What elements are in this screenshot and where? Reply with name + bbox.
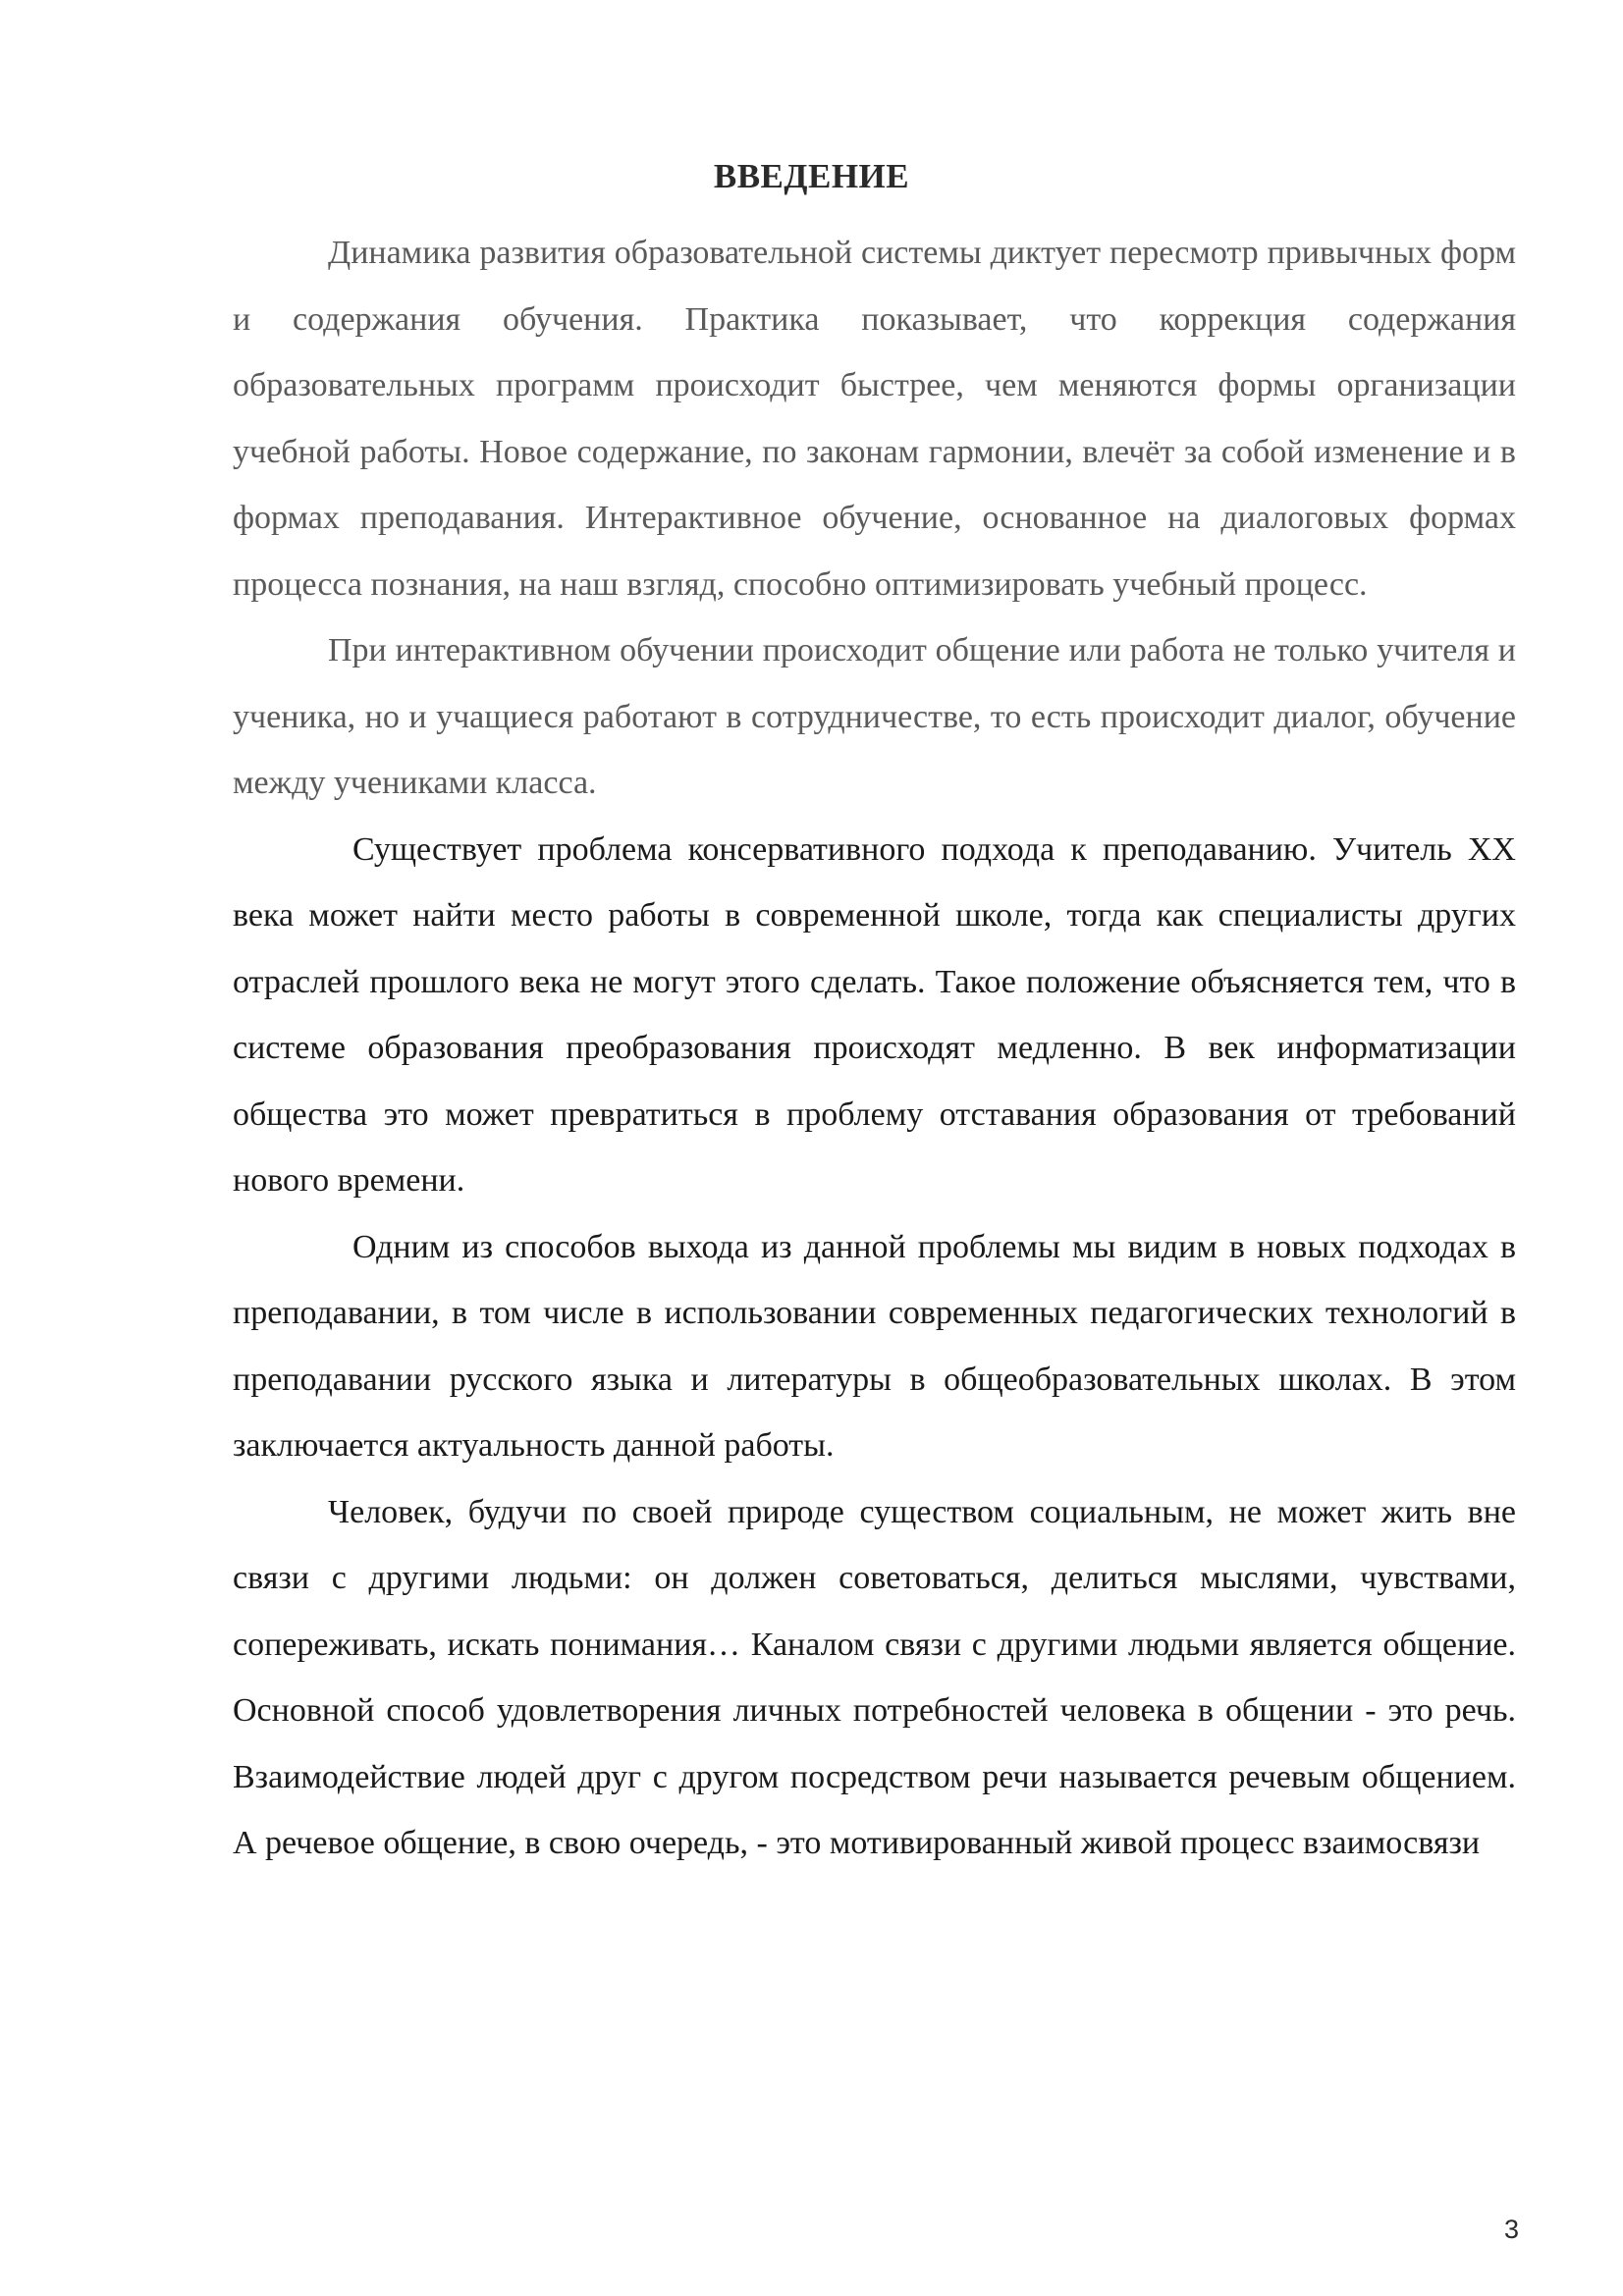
- body-text: [233, 220, 1516, 1877]
- paragraph-2: При интерактивном обучении происходит общение или работа не только учителя и ученика, но и учащиеся работают в сотрудничестве, то есть происходит диалог, обучение между учениками класса.: [233, 632, 1516, 801]
- section-heading: ВВЕДЕНИЕ: [713, 157, 910, 195]
- paragraph-3: Существует проблема консервативного подхода к преподаванию. Учитель XX века может найти место работы в современной школе, тогда как специалисты других отраслей прошлого века не могут этого сделать. Такое положение объясняется тем, что в системе образования преобразования происходят медленно. В век информатизации общества это может превратиться в проблему отставания образования от требований нового времени.: [233, 830, 1516, 1199]
- paragraph-5: Человек, будучи по своей природе существом социальным, не может жить вне связи с другими людьми: он должен советоваться, делиться мыслями, чувствами, сопереживать, искать понимания… Каналом связи с другими людьми является общение. Основной способ удовлетворения личных потребностей человека в общении - это речь. Взаимодействие людей друг с другом посредством речи называется речевым общением. А речевое общение, в свою очередь, - это мотивированный живой процесс взаимосвязи: [233, 1493, 1516, 1861]
- paragraph-1: Динамика развития образовательной системы диктует пересмотр привычных форм и содержания обучения. Практика показывает, что коррекция содержания образовательных программ происходит быстрее, чем меняются формы организации учебной работы. Новое содержание, по законам гармонии, влечёт за собой изменение и в формах преподавания. Интерактивное обучение, основанное на диалоговых формах процесса познания, на наш взгляд, способно оптимизировать учебный процесс.: [233, 235, 1516, 603]
- page-number: 3: [1503, 2215, 1519, 2244]
- paragraph-4: Одним из способов выхода из данной проблемы мы видим в новых подходах в преподавании, в том числе в использовании современных педагогических технологий в преподавании русского языка и литературы в общеобразовательных школах. В этом заключается актуальность данной работы.: [233, 1228, 1516, 1464]
